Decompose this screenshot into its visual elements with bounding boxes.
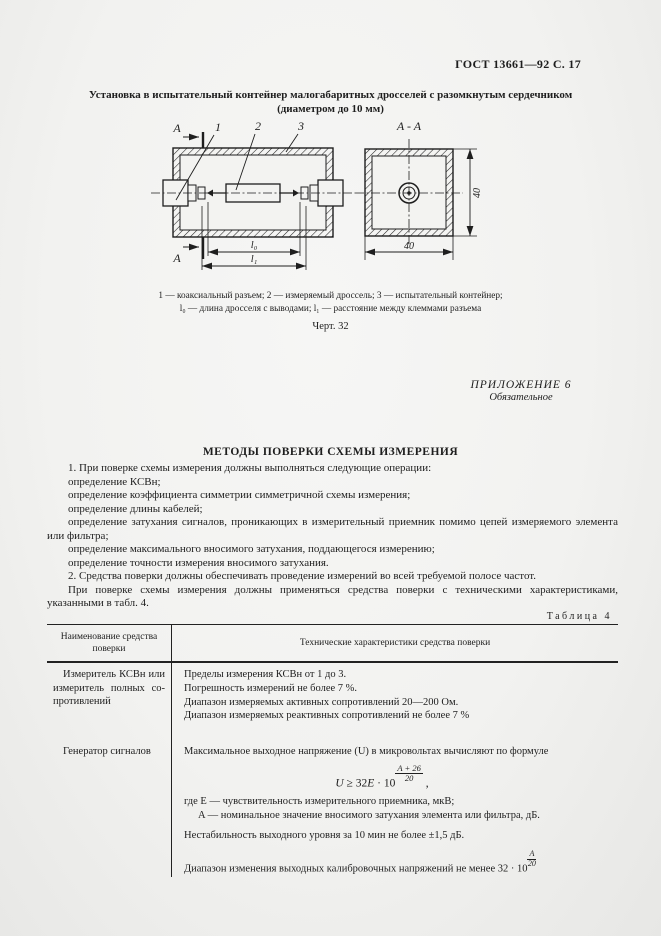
characteristic-line: Пределы измерения КСВн от 1 до 3.	[184, 669, 347, 680]
calibration-range-line	[184, 850, 610, 876]
table-row	[47, 725, 618, 877]
table-label: Таблица 4	[546, 611, 612, 622]
formula-base: · 10	[374, 777, 396, 790]
figure-title-line1: Установка в испытательный контейнер малогабаритных дросселей с разомкнутым сердечником	[88, 89, 573, 101]
section-title: МЕТОДЫ ПОВЕРКИ СХЕМЫ ИЗМЕРЕНИЯ	[202, 446, 459, 458]
means-name-cell: Генератор сигналов	[47, 725, 172, 877]
voltage-formula	[184, 764, 580, 791]
table-header-characteristics: Технические характеристики средства поверки	[299, 637, 491, 648]
formula-exponent-fraction	[395, 764, 423, 784]
characteristics-cell	[172, 725, 618, 877]
where-clause-e: где E — чувствительность измерительного приемника, мкВ;	[184, 795, 455, 807]
appendix-subtitle: Обязательное	[489, 392, 553, 403]
figure-caption-line1: 1 — коаксиальный разъем; 2 — измеряемый дроссель; 3 — испытательный контейнер;	[158, 291, 503, 301]
dim-label-l1: l₁	[250, 254, 258, 265]
figure-caption-line2: l₀ — длина дросселя с выводами; l₁ — расстояние между клеммами разъема	[179, 304, 482, 314]
part-label-1: 1	[215, 120, 221, 134]
figure-number: Черт. 32	[312, 321, 349, 332]
stability-line: Нестабильность выходного уровня за 10 мин не более ±1,5 дБ.	[184, 829, 465, 841]
formula-intro: Максимальное выходное напряжение (U) в микровольтах вычисляют по формуле	[184, 746, 549, 757]
characteristic-line: Диапазон измеряемых активных сопротивлений 20—200 Ом.	[184, 696, 459, 708]
figure-title-line2: (диаметром до 10 мм)	[277, 103, 384, 115]
section-label-bottom: A	[173, 251, 181, 265]
paragraph: определение максимального вносимого затухания, поддающегося измерению;	[68, 543, 435, 555]
paragraph: 2. Средства поверки должны обеспечивать проведение измерений во всей требуемой полосе частот.	[68, 570, 537, 582]
range-exponent-denominator: 20	[527, 858, 536, 868]
paragraph: определение КСВн;	[68, 475, 161, 488]
paragraph: определение коэффициента симметрии симметричной схемы измерения;	[68, 489, 411, 501]
paragraph: определение длины кабелей;	[68, 502, 203, 515]
formula-var-e: E	[367, 777, 375, 790]
dim-label-40-vertical: 40	[472, 188, 483, 198]
means-name-cell: Измеритель КСВн или измеритель полных сопротивлений	[47, 663, 172, 725]
paragraph: определение точности измерения вносимого затухания.	[68, 556, 329, 569]
table-header-row	[47, 625, 618, 663]
formula-comma: ,	[422, 777, 429, 790]
characteristics-cell	[172, 663, 618, 725]
technical-drawing	[143, 114, 515, 288]
where-clause-a: A — номинальное значение вносимого затухания элемента или фильтра, дБ.	[198, 809, 540, 821]
range-exponent-fraction	[527, 850, 536, 868]
formula-var-u: U	[335, 777, 344, 790]
doc-reference: ГОСТ 13661—92 С. 17	[455, 57, 581, 71]
appendix-heading	[431, 379, 611, 403]
view-label-a-a: A - A	[396, 119, 422, 133]
formula-relation: ≥	[343, 777, 356, 790]
formula-coefficient: 32	[355, 777, 368, 790]
appendix-title: ПРИЛОЖЕНИЕ 6	[470, 379, 572, 391]
body-text	[47, 462, 618, 611]
exponent-denominator: 20	[404, 773, 414, 784]
exponent-numerator: A + 26	[397, 762, 421, 773]
table-header-name: Наименование средства поверки	[47, 625, 172, 661]
verification-means-table	[47, 624, 618, 877]
paragraph: 1. При поверке схемы измерения должны выполняться следующие операции:	[68, 462, 432, 474]
part-label-2: 2	[255, 119, 261, 133]
characteristic-line: Диапазон измеряемых реактивных сопротивлений не более 7 %	[184, 710, 470, 722]
part-label-3: 3	[298, 119, 304, 133]
dim-label-40-horizontal: 40	[404, 241, 414, 252]
dim-label-l0: l₀	[250, 240, 258, 251]
section-label-top: A	[173, 121, 181, 135]
figure-title	[0, 88, 661, 116]
range-text: Диапазон изменения выходных калибровочных напряжений не менее 32 · 10	[184, 863, 528, 875]
paragraph: При поверке схемы измерения должны применяться средства поверки с техническими характеристиками, указанными в табл. 4.	[47, 583, 618, 609]
paragraph: определение затухания сигналов, проникающих в измерительный приемник помимо цепей измеряемого элемента или фильтра;	[47, 516, 618, 542]
container-section-view	[355, 139, 477, 260]
characteristic-line: Погрешность измерений не более 7 %.	[184, 682, 358, 694]
table-row	[47, 663, 618, 725]
range-exponent-numerator: A	[529, 849, 535, 859]
